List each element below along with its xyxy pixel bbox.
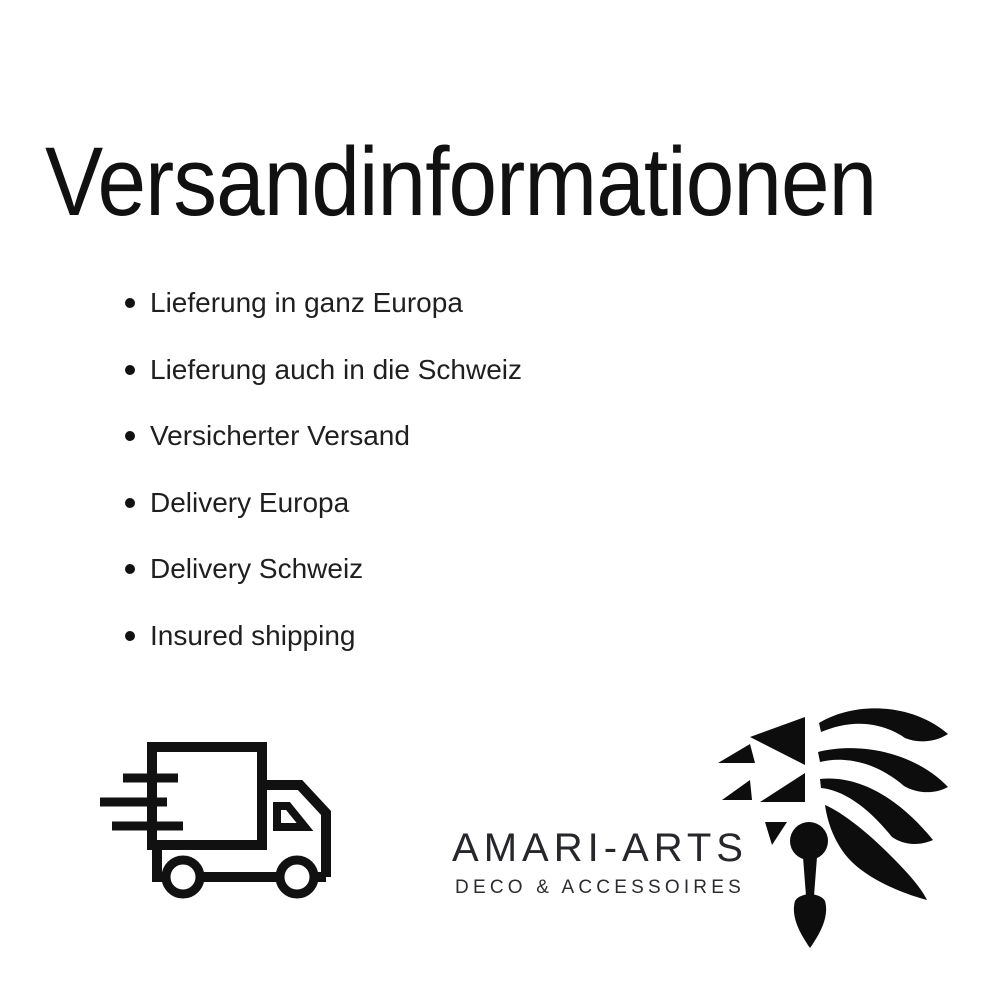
list-item: Lieferung in ganz Europa: [150, 288, 522, 317]
list-item: Delivery Schweiz: [150, 554, 522, 583]
shipping-list: [150, 288, 522, 687]
brand-name: AMARI-ARTS: [452, 826, 748, 870]
brand-tagline: DECO & ACCESSOIRES: [455, 877, 745, 898]
list-item: Delivery Europa: [150, 488, 522, 517]
delivery-truck-svg: [90, 738, 340, 903]
list-item: Insured shipping: [150, 621, 522, 650]
native-headdress-logo-icon: [700, 690, 962, 958]
native-headdress-svg: [700, 690, 962, 958]
page-title: Versandinformationen: [45, 127, 877, 236]
list-item: Versicherter Versand: [150, 421, 522, 450]
delivery-truck-icon: [90, 738, 340, 903]
list-item: Lieferung auch in die Schweiz: [150, 353, 523, 385]
